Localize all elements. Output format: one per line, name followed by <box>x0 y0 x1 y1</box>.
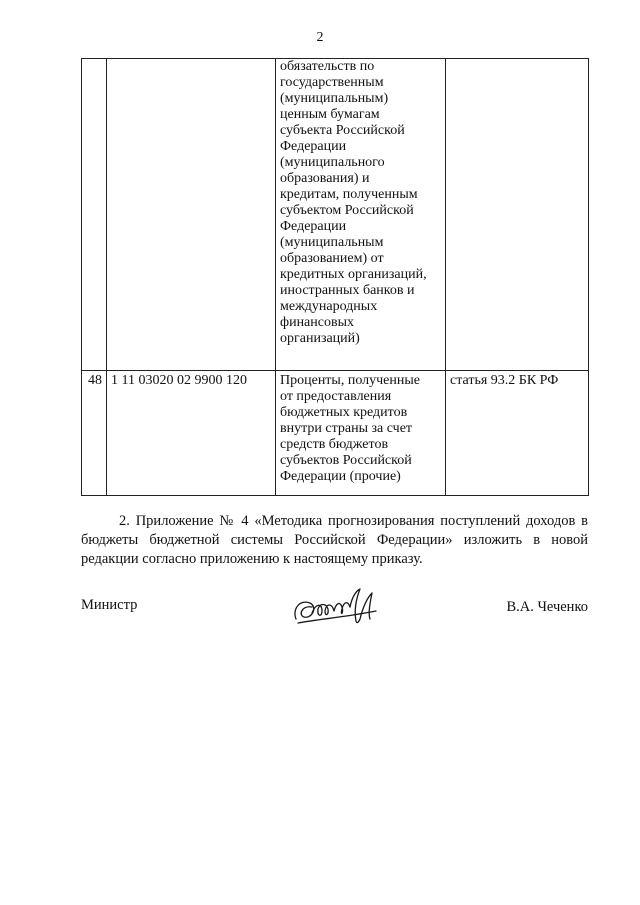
signatory-title: Министр <box>81 597 138 613</box>
signatory-name: В.А. Чеченко <box>506 599 588 615</box>
table-row <box>82 59 589 371</box>
income-codes-table <box>81 58 589 496</box>
income-name-cell: обязательств по государственным (муниципальным) ценным бумагам субъекта Российской Федерации (муниципального образования) и кредитам, полученным субъектом Российской Федерации (муниципальным образованием) от кредитных организаций, иностранных банков и международных финансовых организаций) <box>276 59 446 371</box>
page-number: 2 <box>316 30 324 45</box>
legal-basis-cell <box>446 59 589 371</box>
amendment-paragraph: 2. Приложение № 4 «Методика прогнозирования поступлений доходов в бюджеты бюджетной системы Российской Федерации» изложить в новой редакции согласно приложению к настоящему приказу. <box>81 513 588 567</box>
code-cell: 1 11 03020 02 9900 120 <box>107 371 276 496</box>
legal-basis-cell: статья 93.2 БК РФ <box>446 371 589 496</box>
code-cell <box>107 59 276 371</box>
handwritten-signature <box>290 585 382 627</box>
row-number-cell <box>82 59 107 371</box>
row-number-cell: 48 <box>82 371 107 496</box>
income-name-cell: Проценты, полученные от предоставления бюджетных кредитов внутри страны за счет средств бюджетов субъектов Российской Федерации (прочие) <box>276 371 446 496</box>
table-row <box>82 371 589 496</box>
